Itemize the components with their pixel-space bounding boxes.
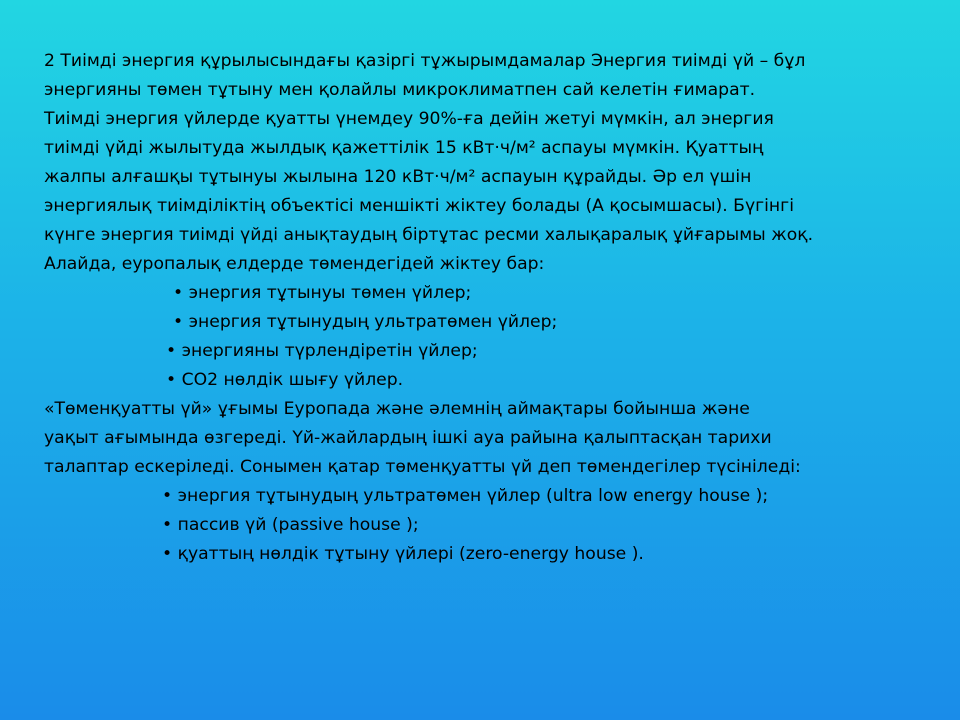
intro-line: жалпы алғашқы тұтынуы жылына 120 кВт·ч/м² аспауын құрайды. Әр ел үшін <box>44 167 752 187</box>
list-item: • энергия тұтынуы төмен үйлер; <box>173 283 472 303</box>
list-item: • энергия тұтынудың ультратөмен үйлер; <box>173 312 558 332</box>
intro-line: энергияны төмен тұтыну мен қолайлы микроклиматпен сай келетін ғимарат. <box>44 80 756 100</box>
list-item: • СО2 нөлдік шығу үйлер. <box>166 370 404 390</box>
lowenergy-line: уақыт ағымында өзгереді. Үй-жайлардың ішкі ауа райына қалыптасқан тарихи <box>44 428 772 448</box>
list-item: • энергия тұтынудың ультратөмен үйлер (ultra low energy house ); <box>162 486 769 506</box>
lowenergy-line: «Төменқуатты үй» ұғымы Еуропада және әлемнің аймақтары бойынша және <box>44 399 750 419</box>
list-item: • қуаттың нөлдік тұтыну үйлері (zero-energy house ). <box>162 544 644 564</box>
lowenergy-line: талаптар ескеріледі. Сонымен қатар төменқуатты үй деп төмендегілер түсініледі: <box>44 457 801 477</box>
list-item: • энергияны түрлендіретін үйлер; <box>166 341 478 361</box>
intro-line: Алайда, еуропалық елдерде төмендегідей жіктеу бар: <box>44 254 545 274</box>
slide-body <box>44 47 924 569</box>
lowenergy-paragraph <box>44 395 924 482</box>
intro-line: энергиялық тиімділіктің объектісі меншікті жіктеу болады (А қосымшасы). Бүгінгі <box>44 196 794 216</box>
classification-list <box>44 279 924 395</box>
intro-line: күнге энергия тиімді үйді анықтаудың біртұтас ресми халықаралық ұйғарымы жоқ. <box>44 225 814 245</box>
intro-line: 2 Тиімді энергия құрылысындағы қазіргі тұжырымдамалар Энергия тиімді үй – бұл <box>44 51 806 71</box>
intro-line: тиімді үйді жылытуда жылдық қажеттілік 15 кВт·ч/м² аспауы мүмкін. Қуаттың <box>44 138 764 158</box>
list-item: • пассив үй (passive house ); <box>162 515 419 535</box>
intro-paragraph <box>44 47 924 279</box>
intro-line: Тиімді энергия үйлерде қуатты үнемдеу 90%-ға дейін жетуі мүмкін, ал энергия <box>44 109 774 129</box>
lowenergy-list <box>44 482 924 569</box>
